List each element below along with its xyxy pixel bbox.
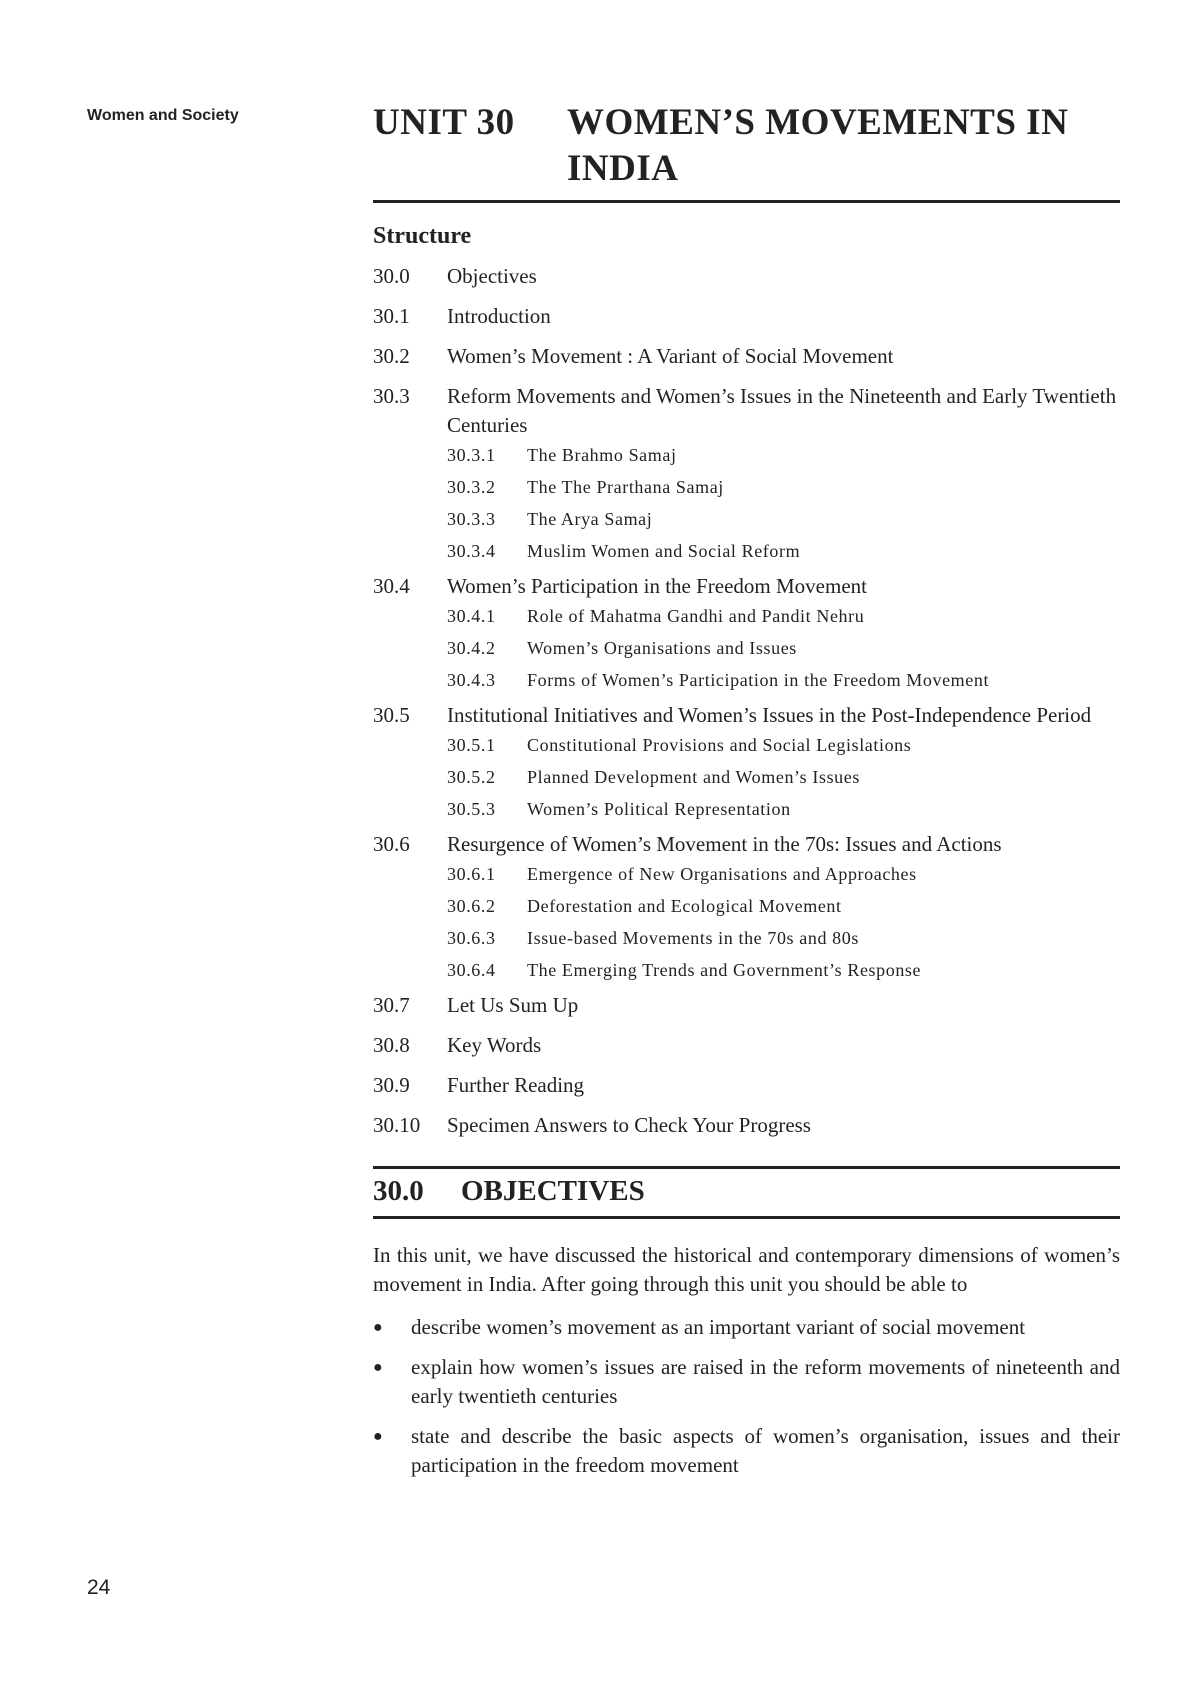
toc-sub-number: 30.6.1 [447,864,496,884]
toc-row [373,302,1120,331]
objective-text: describe women’s movement as an important variant of social movement [411,1315,1026,1339]
toc-sub-list [447,734,1120,820]
toc-number: 30.4 [373,574,410,598]
toc-sub-title: Women’s Political Representation [527,799,791,819]
toc-number: 30.5 [373,703,410,727]
toc-sub-entry [447,444,1120,466]
toc-number: 30.2 [373,344,410,368]
page-number: 24 [87,1576,111,1599]
toc-sub-list [447,863,1120,981]
structure-heading: Structure [373,223,472,249]
toc-number: 30.8 [373,1033,410,1057]
objectives-list [373,1313,1120,1480]
toc-title: Institutional Initiatives and Women’s Issues in the Post-Independence Period [447,703,1092,727]
toc-sub-entry [447,669,1120,691]
toc-sub-title: Women’s Organisations and Issues [527,638,797,658]
toc-sub-entry [447,508,1120,530]
objective-bullet [373,1353,1120,1411]
toc-sub-number: 30.4.3 [447,670,496,690]
toc-row [373,830,1120,859]
toc-title: Women’s Movement : A Variant of Social Movement [447,344,894,368]
toc-entry [373,1111,1120,1140]
toc-sub-title: Issue-based Movements in the 70s and 80s [527,928,859,948]
toc-sub-title: Forms of Women’s Participation in the Freedom Movement [527,670,990,690]
toc-sub-list [447,444,1120,562]
toc-entry [373,262,1120,291]
toc-sub-entry [447,895,1120,917]
toc-sub-entry [447,605,1120,627]
toc-entry [373,302,1120,331]
toc-sub-number: 30.5.3 [447,799,496,819]
toc-row [373,701,1120,730]
toc-title: Further Reading [447,1073,585,1097]
toc-sub-entry [447,927,1120,949]
toc-number: 30.1 [373,304,410,328]
toc-sub-number: 30.4.2 [447,638,496,658]
toc-row [373,382,1120,440]
toc-sub-number: 30.6.4 [447,960,496,980]
toc-title: Resurgence of Women’s Movement in the 70s: Issues and Actions [447,832,1002,856]
toc-sub-entry [447,766,1120,788]
page-content [373,100,1120,1491]
toc-number: 30.6 [373,832,410,856]
toc-sub-number: 30.5.2 [447,767,496,787]
toc-entry [373,1071,1120,1100]
toc-number: 30.0 [373,264,410,288]
toc-sub-entry [447,734,1120,756]
running-header: Women and Society [87,107,239,124]
toc-sub-number: 30.5.1 [447,735,496,755]
toc-number: 30.3 [373,384,410,408]
toc-row [373,1071,1120,1100]
toc-row [373,1031,1120,1060]
toc-title: Introduction [447,304,551,328]
objectives-intro: In this unit, we have discussed the historical and contemporary dimensions of women’s movement in India. After going through this unit you should be able to [373,1243,1120,1296]
toc-number: 30.10 [373,1113,421,1137]
toc-entry [373,991,1120,1020]
unit-number: UNIT 30 [373,102,515,143]
unit-title [373,100,1120,203]
unit-name: WOMEN’S MOVEMENTS IN INDIA [567,102,1069,189]
toc-sub-title: The Arya Samaj [527,509,653,529]
toc-title: Objectives [447,264,537,288]
toc-entry [373,342,1120,371]
toc-title: Specimen Answers to Check Your Progress [447,1113,811,1137]
objective-bullet [373,1313,1120,1342]
toc-title: Key Words [447,1033,542,1057]
toc-entry [373,830,1120,981]
objective-text: explain how women’s issues are raised in the reform movements of nineteenth and early twentieth centuries [411,1355,1120,1408]
toc-sub-entry [447,540,1120,562]
toc-sub-entry [447,476,1120,498]
bullet-icon: ● [373,1319,383,1336]
toc-sub-title: Deforestation and Ecological Movement [527,896,842,916]
bullet-icon: ● [373,1428,383,1445]
toc-sub-number: 30.3.1 [447,445,496,465]
toc-sub-title: Emergence of New Organisations and Approaches [527,864,917,884]
toc-sub-title: Planned Development and Women’s Issues [527,767,860,787]
toc-row [373,342,1120,371]
toc-sub-title: Muslim Women and Social Reform [527,541,801,561]
toc-sub-number: 30.4.1 [447,606,496,626]
toc-sub-title: Role of Mahatma Gandhi and Pandit Nehru [527,606,865,626]
toc-title: Let Us Sum Up [447,993,579,1017]
toc-entry [373,382,1120,562]
toc-row [373,1111,1120,1140]
toc-entry [373,1031,1120,1060]
toc-sub-entry [447,637,1120,659]
toc-title: Reform Movements and Women’s Issues in the Nineteenth and Early Twentieth Centuries [447,384,1117,437]
toc-entry [373,572,1120,691]
objective-bullet [373,1422,1120,1480]
toc-sub-number: 30.3.4 [447,541,496,561]
toc-sub-list [447,605,1120,691]
bullet-icon: ● [373,1359,383,1376]
toc-sub-number: 30.3.2 [447,477,496,497]
toc-sub-entry [447,863,1120,885]
toc-entry [373,701,1120,820]
objectives-heading [373,1166,1120,1219]
toc-sub-title: The The Prarthana Samaj [527,477,724,497]
objective-text: state and describe the basic aspects of women’s organisation, issues and their participation in the freedom movement [411,1424,1120,1477]
toc-sub-title: The Brahmo Samaj [527,445,677,465]
toc-title: Women’s Participation in the Freedom Movement [447,574,867,598]
toc-sub-number: 30.3.3 [447,509,496,529]
table-of-contents [373,262,1120,1140]
section-title: OBJECTIVES [461,1175,645,1207]
toc-number: 30.7 [373,993,410,1017]
toc-row [373,262,1120,291]
toc-sub-number: 30.6.3 [447,928,496,948]
toc-row [373,572,1120,601]
toc-sub-number: 30.6.2 [447,896,496,916]
toc-row [373,991,1120,1020]
toc-sub-title: Constitutional Provisions and Social Legislations [527,735,912,755]
toc-sub-entry [447,798,1120,820]
toc-number: 30.9 [373,1073,410,1097]
toc-sub-entry [447,959,1120,981]
section-number: 30.0 [373,1175,424,1207]
toc-sub-title: The Emerging Trends and Government’s Response [527,960,922,980]
